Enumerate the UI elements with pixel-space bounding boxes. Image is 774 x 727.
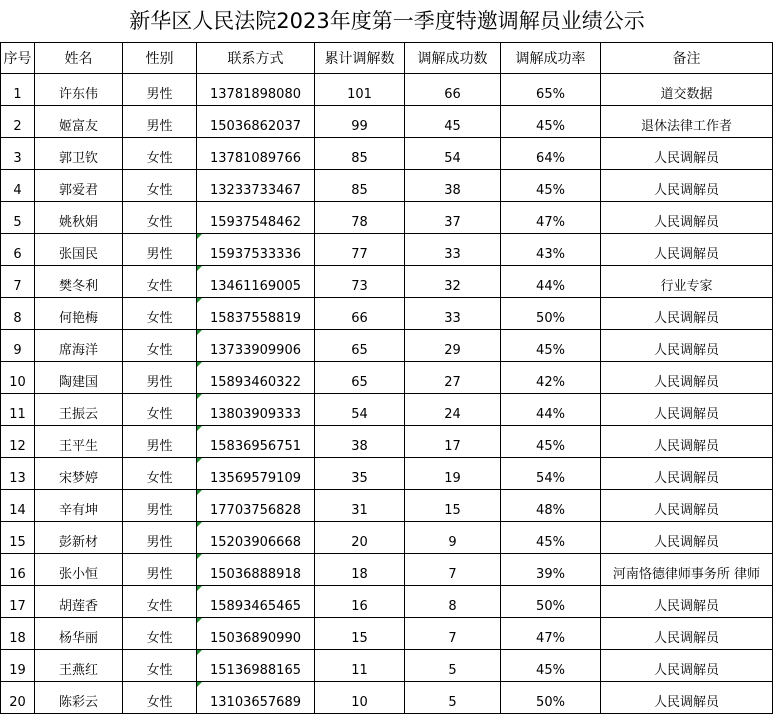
cell-rate: 48%	[501, 490, 601, 522]
cell-success: 5	[405, 650, 501, 682]
cell-gender: 男性	[123, 362, 197, 394]
cell-phone: 13103657689	[197, 682, 315, 714]
cell-success: 37	[405, 202, 501, 234]
cell-success: 19	[405, 458, 501, 490]
cell-total: 31	[315, 490, 405, 522]
cell-total: 65	[315, 330, 405, 362]
cell-rate: 45%	[501, 106, 601, 138]
cell-total: 65	[315, 362, 405, 394]
table-row	[1, 650, 773, 682]
cell-total: 85	[315, 170, 405, 202]
cell-phone: 15136988165	[197, 650, 315, 682]
cell-no: 14	[1, 490, 35, 522]
cell-note: 河南恪德律师事务所 律师	[601, 554, 773, 586]
cell-name: 辛有坤	[35, 490, 123, 522]
cell-note: 人民调解员	[601, 682, 773, 714]
cell-gender: 男性	[123, 490, 197, 522]
cell-gender: 女性	[123, 394, 197, 426]
cell-total: 85	[315, 138, 405, 170]
cell-rate: 47%	[501, 618, 601, 650]
cell-note: 人民调解员	[601, 362, 773, 394]
cell-name: 宋梦婷	[35, 458, 123, 490]
cell-note: 人民调解员	[601, 490, 773, 522]
cell-note: 人民调解员	[601, 394, 773, 426]
table-row	[1, 490, 773, 522]
cell-name: 彭新材	[35, 522, 123, 554]
col-header-rate: 调解成功率	[501, 43, 601, 74]
cell-gender: 男性	[123, 74, 197, 106]
table-row	[1, 234, 773, 266]
cell-name: 姬富友	[35, 106, 123, 138]
cell-total: 101	[315, 74, 405, 106]
cell-name: 席海洋	[35, 330, 123, 362]
cell-note: 人民调解员	[601, 522, 773, 554]
cell-rate: 54%	[501, 458, 601, 490]
cell-phone: 15937548462	[197, 202, 315, 234]
cell-success: 33	[405, 234, 501, 266]
table-row	[1, 202, 773, 234]
cell-success: 33	[405, 298, 501, 330]
cell-total: 54	[315, 394, 405, 426]
table-row	[1, 394, 773, 426]
cell-success: 15	[405, 490, 501, 522]
cell-gender: 女性	[123, 682, 197, 714]
cell-no: 2	[1, 106, 35, 138]
cell-gender: 男性	[123, 426, 197, 458]
cell-note: 人民调解员	[601, 170, 773, 202]
table-body	[1, 74, 773, 714]
cell-no: 6	[1, 234, 35, 266]
cell-rate: 45%	[501, 330, 601, 362]
table-row	[1, 586, 773, 618]
cell-success: 24	[405, 394, 501, 426]
cell-name: 郭卫钦	[35, 138, 123, 170]
col-header-gender: 性别	[123, 43, 197, 74]
cell-name: 王燕红	[35, 650, 123, 682]
cell-phone: 13733909906	[197, 330, 315, 362]
cell-phone: 17703756828	[197, 490, 315, 522]
cell-gender: 女性	[123, 458, 197, 490]
table-row	[1, 554, 773, 586]
cell-rate: 64%	[501, 138, 601, 170]
cell-total: 20	[315, 522, 405, 554]
cell-no: 1	[1, 74, 35, 106]
cell-rate: 45%	[501, 650, 601, 682]
cell-no: 11	[1, 394, 35, 426]
cell-gender: 女性	[123, 330, 197, 362]
cell-success: 7	[405, 618, 501, 650]
cell-phone: 13233733467	[197, 170, 315, 202]
header-row	[1, 43, 773, 74]
cell-note: 人民调解员	[601, 618, 773, 650]
cell-success: 8	[405, 586, 501, 618]
cell-name: 张国民	[35, 234, 123, 266]
table-row	[1, 266, 773, 298]
cell-no: 9	[1, 330, 35, 362]
cell-note: 人民调解员	[601, 330, 773, 362]
cell-gender: 女性	[123, 202, 197, 234]
cell-gender: 女性	[123, 266, 197, 298]
cell-success: 7	[405, 554, 501, 586]
cell-rate: 47%	[501, 202, 601, 234]
cell-total: 10	[315, 682, 405, 714]
cell-phone: 13781898080	[197, 74, 315, 106]
cell-name: 樊冬利	[35, 266, 123, 298]
cell-name: 陈彩云	[35, 682, 123, 714]
cell-rate: 50%	[501, 682, 601, 714]
cell-rate: 50%	[501, 586, 601, 618]
cell-no: 7	[1, 266, 35, 298]
cell-rate: 45%	[501, 426, 601, 458]
cell-phone: 15203906668	[197, 522, 315, 554]
cell-name: 杨华丽	[35, 618, 123, 650]
cell-phone: 13461169005	[197, 266, 315, 298]
cell-phone: 15036888918	[197, 554, 315, 586]
cell-note: 人民调解员	[601, 586, 773, 618]
table-row	[1, 74, 773, 106]
cell-name: 姚秋娟	[35, 202, 123, 234]
cell-name: 陶建国	[35, 362, 123, 394]
cell-gender: 女性	[123, 170, 197, 202]
col-header-success: 调解成功数	[405, 43, 501, 74]
cell-gender: 女性	[123, 138, 197, 170]
cell-no: 17	[1, 586, 35, 618]
cell-rate: 43%	[501, 234, 601, 266]
cell-success: 66	[405, 74, 501, 106]
cell-phone: 13781089766	[197, 138, 315, 170]
cell-total: 35	[315, 458, 405, 490]
cell-no: 4	[1, 170, 35, 202]
cell-note: 人民调解员	[601, 234, 773, 266]
cell-gender: 男性	[123, 522, 197, 554]
cell-success: 38	[405, 170, 501, 202]
cell-rate: 39%	[501, 554, 601, 586]
cell-no: 3	[1, 138, 35, 170]
cell-rate: 50%	[501, 298, 601, 330]
col-header-name: 姓名	[35, 43, 123, 74]
cell-rate: 45%	[501, 522, 601, 554]
cell-note: 人民调解员	[601, 138, 773, 170]
cell-success: 29	[405, 330, 501, 362]
cell-total: 73	[315, 266, 405, 298]
col-header-no: 序号	[1, 43, 35, 74]
cell-no: 20	[1, 682, 35, 714]
cell-total: 16	[315, 586, 405, 618]
cell-note: 道交数据	[601, 74, 773, 106]
table-row	[1, 522, 773, 554]
cell-total: 38	[315, 426, 405, 458]
cell-gender: 女性	[123, 298, 197, 330]
mediator-table	[0, 42, 773, 714]
cell-note: 人民调解员	[601, 458, 773, 490]
table-row	[1, 362, 773, 394]
cell-success: 54	[405, 138, 501, 170]
cell-total: 66	[315, 298, 405, 330]
cell-note: 人民调解员	[601, 202, 773, 234]
cell-total: 78	[315, 202, 405, 234]
cell-note: 人民调解员	[601, 426, 773, 458]
cell-success: 9	[405, 522, 501, 554]
cell-total: 99	[315, 106, 405, 138]
col-header-phone: 联系方式	[197, 43, 315, 74]
table-row	[1, 170, 773, 202]
cell-phone: 13803909333	[197, 394, 315, 426]
cell-gender: 男性	[123, 554, 197, 586]
cell-phone: 15836956751	[197, 426, 315, 458]
cell-success: 45	[405, 106, 501, 138]
cell-total: 18	[315, 554, 405, 586]
cell-rate: 45%	[501, 170, 601, 202]
cell-no: 10	[1, 362, 35, 394]
cell-success: 32	[405, 266, 501, 298]
cell-no: 13	[1, 458, 35, 490]
cell-gender: 女性	[123, 586, 197, 618]
cell-note: 行业专家	[601, 266, 773, 298]
cell-name: 郭爱君	[35, 170, 123, 202]
cell-name: 何艳梅	[35, 298, 123, 330]
cell-success: 5	[405, 682, 501, 714]
table-row	[1, 106, 773, 138]
table-row	[1, 618, 773, 650]
cell-gender: 女性	[123, 618, 197, 650]
cell-phone: 15036890990	[197, 618, 315, 650]
cell-no: 18	[1, 618, 35, 650]
cell-phone: 15893465465	[197, 586, 315, 618]
table-row	[1, 138, 773, 170]
page-title: 新华区人民法院2023年度第一季度特邀调解员业绩公示	[129, 9, 645, 33]
cell-name: 王平生	[35, 426, 123, 458]
cell-no: 16	[1, 554, 35, 586]
cell-name: 胡莲香	[35, 586, 123, 618]
cell-rate: 44%	[501, 394, 601, 426]
cell-phone: 15837558819	[197, 298, 315, 330]
table-row	[1, 298, 773, 330]
table-row	[1, 682, 773, 714]
col-header-total: 累计调解数	[315, 43, 405, 74]
cell-phone: 15036862037	[197, 106, 315, 138]
table-row	[1, 426, 773, 458]
table-row	[1, 330, 773, 362]
cell-gender: 男性	[123, 234, 197, 266]
cell-phone: 15893460322	[197, 362, 315, 394]
cell-rate: 65%	[501, 74, 601, 106]
cell-total: 11	[315, 650, 405, 682]
cell-name: 王振云	[35, 394, 123, 426]
cell-gender: 男性	[123, 106, 197, 138]
cell-total: 77	[315, 234, 405, 266]
cell-success: 17	[405, 426, 501, 458]
cell-total: 15	[315, 618, 405, 650]
cell-note: 人民调解员	[601, 298, 773, 330]
cell-name: 许东伟	[35, 74, 123, 106]
cell-no: 19	[1, 650, 35, 682]
cell-no: 15	[1, 522, 35, 554]
cell-no: 5	[1, 202, 35, 234]
cell-note: 退休法律工作者	[601, 106, 773, 138]
cell-phone: 13569579109	[197, 458, 315, 490]
cell-success: 27	[405, 362, 501, 394]
cell-no: 8	[1, 298, 35, 330]
cell-phone: 15937533336	[197, 234, 315, 266]
cell-no: 12	[1, 426, 35, 458]
table-row	[1, 458, 773, 490]
cell-rate: 44%	[501, 266, 601, 298]
cell-note: 人民调解员	[601, 650, 773, 682]
col-header-note: 备注	[601, 43, 773, 74]
cell-name: 张小恒	[35, 554, 123, 586]
cell-rate: 42%	[501, 362, 601, 394]
cell-gender: 女性	[123, 650, 197, 682]
